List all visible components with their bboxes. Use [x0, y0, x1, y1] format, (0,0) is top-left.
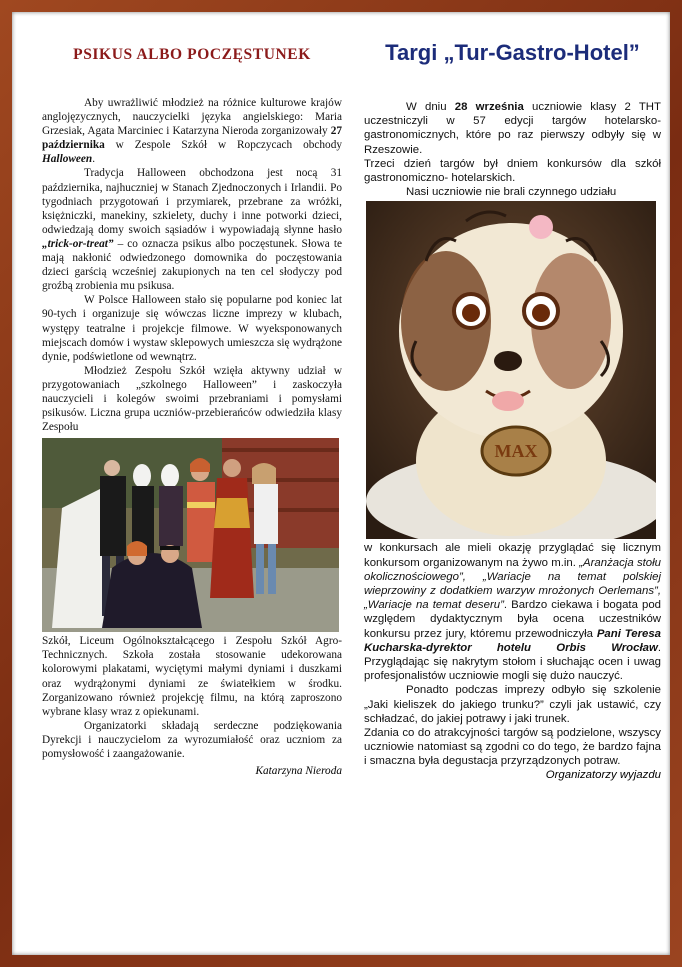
halloween-paragraph-4: Młodzież Zespołu Szkół wzięła aktywny udział w przygotowaniach „szkolnego Halloween” i zaskoczyła nauczycieli i kolegów swoimi przebraniami i pomysłami psikusów. Liczna grupa uczniów-przebierańców odwiedziła klasy Zespołu: [42, 364, 342, 434]
fair-paragraph-4: Ponadto podczas imprezy odbyło się szkolenie „Jaki kieliszek do jakiego trunku?” czyli jak ustawić, czy schładzać, do jakiej potrawy i jaki trunek.: [364, 684, 661, 725]
halloween-paragraph-3: W Polsce Halloween stało się popularne pod koniec lat 90-tych i organizuje się wówczas liczne imprezy w klubach, występy teatralne i projekcje filmowe. W wyeksponowanych miejscach domów i wystaw sklepowych umieszcza się wydrążone dynie, podświetlone od wewnątrz.: [42, 294, 342, 363]
newsletter-page: [12, 12, 670, 955]
halloween-article: [42, 38, 342, 777]
dog-cake-photo: [366, 201, 656, 539]
fair-paragraph-2: Trzeci dzień targów był dniem konkursów dla szkół gastronomiczno- hotelarskich.: [364, 157, 661, 185]
halloween-paragraph-5: Szkół, Liceum Ogólnokształcącego i Zespołu Szkół Agro-Technicznych. Szkoła została stosowanie udekorowana kolorowymi plakatami, wyciętymi małymi dyniami i duszkami oraz wydrążonymi dyniami ze światełkiem w środku. Zorganizowano również projekcję filmu, na którą zaproszono wybrane klasy wraz z opiekunami.: [42, 635, 342, 718]
fair-paragraph-3a: Nasi uczniowie nie brali czynnego udziału: [406, 186, 617, 199]
halloween-paragraph-6: Organizatorki składają serdeczne podziękowania Dyrekcji i nauczycielom za wyrozumiałość oraz uczniom za pomysłowość i zaangażowanie.: [42, 719, 342, 760]
fair-title: Targi „Tur-Gastro-Hotel”: [385, 40, 640, 65]
fair-paragraph-1: W dniu 28 września uczniowie klasy 2 THT uczestniczyli w 57 edycji targów hotelarsko-gastronomicznych, które po raz pierwszy odbyły się w Rzeszowie.: [364, 101, 661, 156]
cake-label: MAX: [494, 441, 538, 462]
halloween-paragraph-1: Aby uwrażliwić młodzież na różnice kulturowe krajów anglojęzycznych, nauczycielki języka angielskiego: Maria Grzesiak, Agata Marciniec i Katarzyna Nieroda zorganizowały 27 października w Zespole Szkół w Ropczycach obchody Halloween.: [42, 97, 342, 166]
fair-paragraph-3b: w konkursach ale mieli okazję przyglądać się licznym konkursom organizowanym na żywo m.in. „Aranżacja stołu okolicznościowego”, „Wariacje na temat polskiej wieprzowiny z dodatkiem warzyw mrożonych Oerlemans”, „Wariacje na temat deseru”. Bardzo ciekawa i bogata pod względem dydaktycznym była ocena uczestników konkursu przez jury, któremu przewodniczyła Pani Teresa Kucharska-dyrektor hotelu Orbis Wrocław. Przyglądając się nakrytym stołom i słuchając ocen i uwag profesjonalistów uczniowie mogli się dużo nauczyć.: [364, 542, 662, 683]
fair-signature: Organizatorzy wyjazdu: [545, 768, 661, 781]
halloween-group-photo: [42, 438, 339, 632]
halloween-title: PSIKUS ALBO POCZĘSTUNEK: [73, 46, 311, 63]
halloween-paragraph-2: Tradycja Halloween obchodzona jest nocą 31 października, najhuczniej w Stanach Zjednoczonych i Irlandii. Po tygodniach przygotowań i przymiarek, przebrane za wróżki, księżniczki, manekiny, szkielety, duchy i inne potworki dzieci, odwiedzają domy swoich sąsiadów i wypowiadają słynne hasło „trick-or-treat” – co oznacza psikus albo poczęstunek. Słowa te mają nakłonić odwiedzonego domownika do poczęstowania dzieci garścią wcześniej zakupionych na ten cel słodyczy pod groźbą zrobienia mu psikusa.: [42, 167, 342, 293]
halloween-signature: Katarzyna Nieroda: [255, 765, 342, 778]
fair-paragraph-5: Zdania co do atrakcyjności targów są podzielone, wszyscy uczniowie natomiast są zgodni co do tego, że bardzo fajna i smaczna była degustacja przyrządzonych potraw.: [364, 727, 661, 768]
fair-article: [364, 38, 661, 781]
